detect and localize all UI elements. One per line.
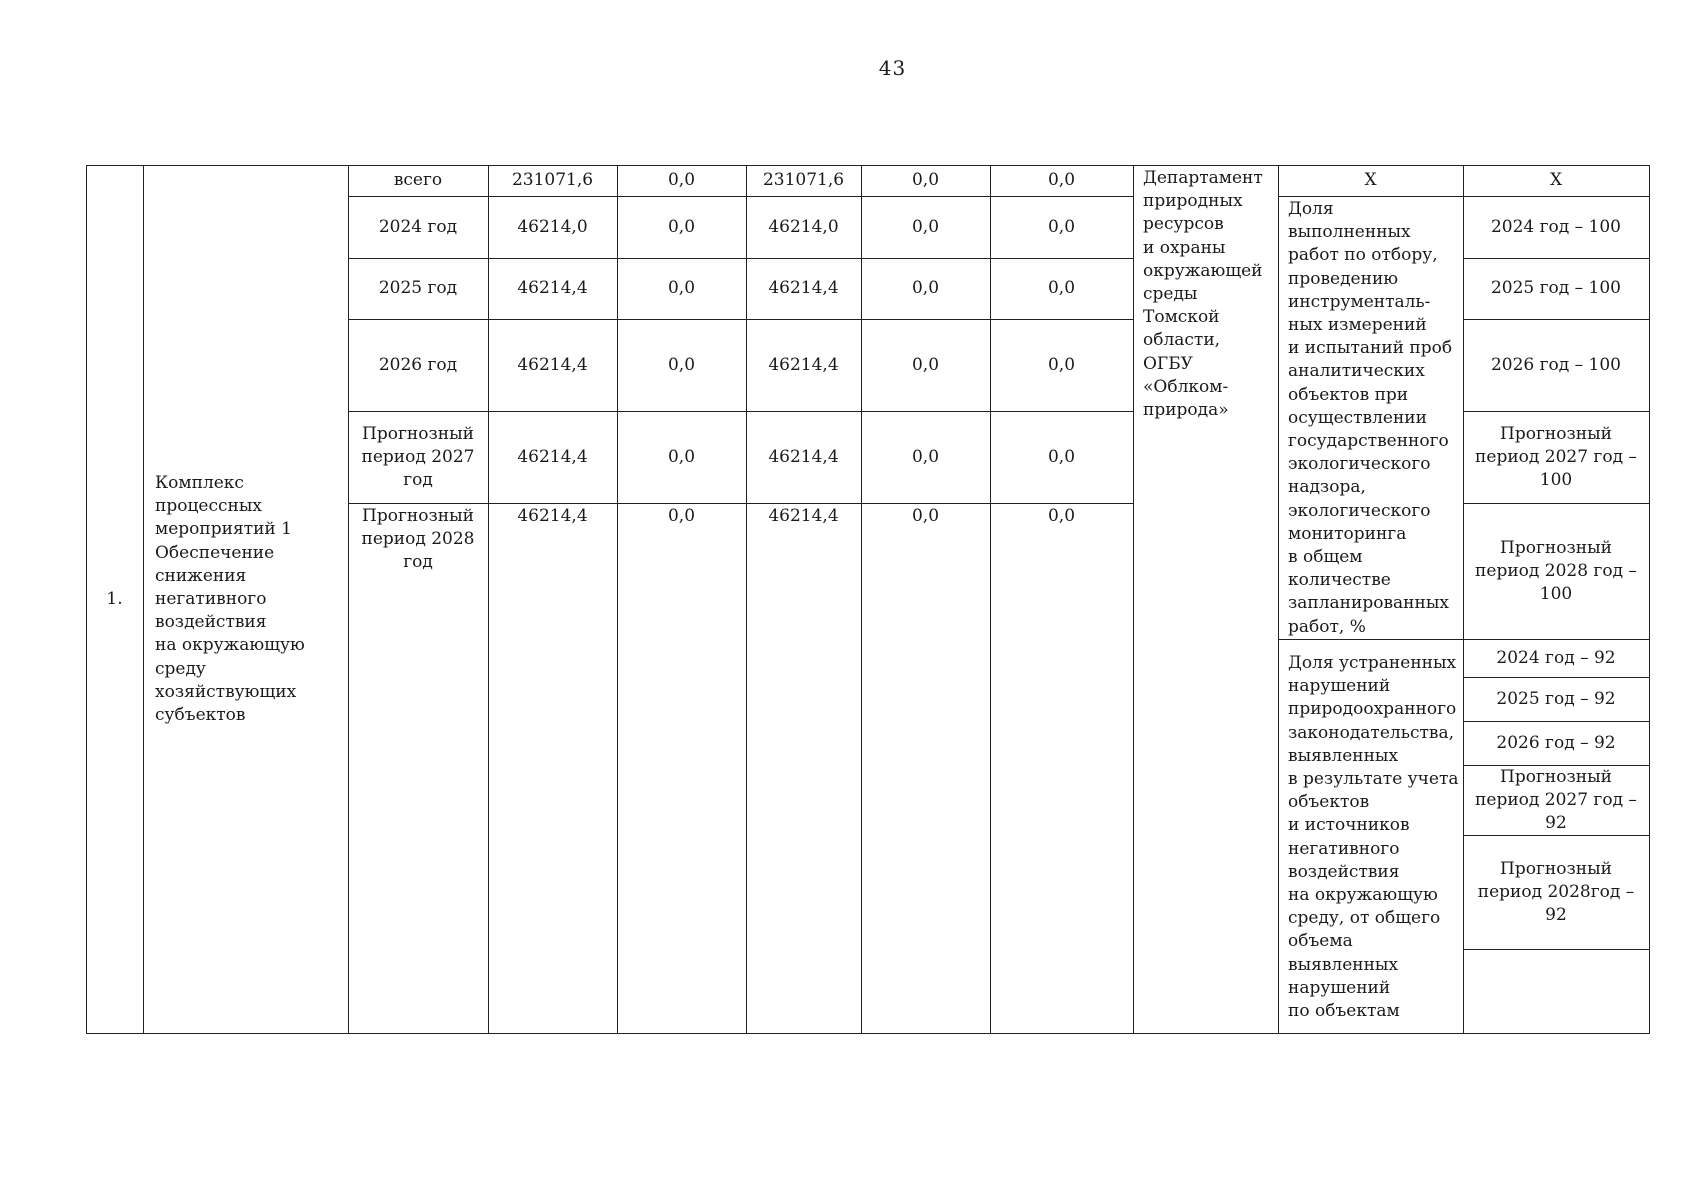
text-line: объема — [1288, 931, 1353, 952]
text-line: мониторинга — [1288, 523, 1407, 544]
amount-regional-cell — [746, 196, 861, 258]
text-line: инструменталь- — [1288, 291, 1431, 312]
amount-federal-cell — [617, 196, 746, 258]
period-cell — [348, 258, 488, 319]
text-line: природных — [1143, 191, 1243, 212]
amount-total-cell — [488, 319, 617, 411]
text-line: мероприятий 1 — [155, 519, 292, 540]
text-line: государственного — [1288, 431, 1449, 452]
cell-text-line: 0,0 — [1047, 278, 1076, 298]
cell-text-line: 0,0 — [667, 278, 696, 298]
period-cell — [348, 319, 488, 411]
target-value-cell — [1463, 835, 1649, 949]
text-line: экологического — [1288, 500, 1431, 521]
text-line: Томской — [1143, 307, 1220, 328]
cell-text-line: 0,0 — [1047, 354, 1076, 375]
cell-text-line: 0,0 — [911, 354, 940, 375]
text-line: Обеспечение — [155, 542, 275, 563]
text-line: ных измерений — [1288, 315, 1427, 336]
target-value-cell — [1463, 677, 1649, 721]
amount-federal-cell — [617, 503, 746, 1035]
table-vline — [143, 165, 144, 1033]
cell-text-line: 100 — [1539, 583, 1573, 604]
cell-text-line: 2025 год — [378, 278, 458, 298]
text-line: законодательства, — [1288, 722, 1454, 743]
cell-text-line: 2024 год – 100 — [1490, 216, 1622, 237]
amount-federal-cell — [617, 258, 746, 319]
text-line: природоохранного — [1288, 699, 1457, 720]
text-line: в общем — [1288, 547, 1363, 568]
complex-name — [155, 472, 305, 727]
period-cell — [348, 503, 488, 1035]
cell-text-line: 0,0 — [911, 216, 940, 237]
text-line: надзора, — [1288, 477, 1366, 498]
cell-text-line: 46214,4 — [768, 506, 839, 526]
target-value-cell — [1463, 503, 1649, 639]
cell-text-line: всего — [393, 170, 443, 190]
text-line: объектов — [1288, 792, 1370, 813]
cell-text-line: 46214,0 — [517, 216, 588, 237]
text-line: ОГБУ — [1143, 353, 1193, 374]
text-line: по объектам — [1288, 1001, 1400, 1022]
target-value-cell — [1463, 258, 1649, 319]
cell-text-line: 46214,4 — [517, 446, 588, 467]
cell-text-line: 0,0 — [1047, 446, 1076, 467]
amount-total-cell — [488, 411, 617, 503]
indicator-2-text — [1288, 652, 1459, 1023]
cell-text-line: 46214,4 — [768, 354, 839, 375]
text-line: воздействия — [1288, 861, 1400, 882]
cell-text-line: 2024 год — [378, 216, 458, 237]
cell-text-line: период 2028 год – — [1475, 560, 1637, 581]
amount-other-cell — [990, 319, 1133, 411]
text-line: природа» — [1143, 400, 1229, 421]
amount-federal-cell — [617, 319, 746, 411]
amount-other-cell — [990, 165, 1133, 196]
cell-text-line: 92 — [1545, 904, 1567, 925]
cell-text-line: период 2028 — [361, 529, 475, 549]
table-vline — [1649, 165, 1650, 1034]
amount-regional-cell — [746, 503, 861, 1035]
amount-regional-cell — [746, 165, 861, 196]
cell-text-line: Прогнозный — [1500, 537, 1612, 558]
target-value-cell — [1463, 639, 1649, 677]
cell-text-line: 100 — [1539, 469, 1573, 490]
text-line: среду — [155, 658, 206, 679]
cell-text-line: 231071,6 — [762, 170, 845, 190]
text-line: Комплекс — [155, 473, 244, 493]
period-cell — [348, 196, 488, 258]
cell-text-line: период 2027 год – — [1475, 789, 1637, 810]
cell-text-line: год — [403, 552, 433, 572]
period-cell — [348, 165, 488, 196]
indicator-1-text — [1288, 198, 1452, 639]
text-line: выполненных — [1288, 222, 1411, 243]
cell-text-line: Х — [1364, 170, 1377, 190]
cell-text-line: 0,0 — [667, 170, 696, 190]
amount-total-cell — [488, 503, 617, 1035]
text-line: и испытаний проб — [1288, 338, 1453, 359]
text-line: среду, от общего — [1288, 908, 1441, 929]
text-line: выявленных — [1288, 954, 1399, 975]
text-line: Департамент — [1143, 168, 1263, 188]
text-line: на окружающую — [155, 635, 305, 656]
cell-text-line: Прогнозный — [1500, 423, 1612, 444]
text-line: осуществлении — [1288, 407, 1427, 428]
cell-text-line: 0,0 — [667, 216, 696, 237]
cell-text-line: 2026 год – 92 — [1496, 732, 1616, 753]
text-line: работ по отбору, — [1288, 245, 1438, 266]
cell-text-line: 0,0 — [1047, 216, 1076, 237]
cell-text-line: 2025 год – 100 — [1490, 278, 1622, 298]
cell-text-line: период 2027 год – — [1475, 446, 1637, 467]
text-line: процессных — [155, 496, 262, 517]
cell-text-line: 0,0 — [911, 278, 940, 298]
cell-text-line: 2025 год – 92 — [1496, 688, 1616, 709]
text-line: нарушений — [1288, 676, 1391, 697]
text-line: и источников — [1288, 815, 1410, 836]
text-line: объектов при — [1288, 384, 1409, 405]
amount-local-cell — [861, 165, 990, 196]
text-line: аналитических — [1288, 361, 1425, 382]
amount-other-cell — [990, 411, 1133, 503]
text-line: субъектов — [155, 705, 246, 726]
cell-text-line: Прогнозный — [1500, 858, 1612, 879]
cell-text-line: 92 — [1545, 812, 1567, 833]
target-x-mark — [1463, 165, 1649, 196]
amount-local-cell — [861, 258, 990, 319]
text-line: Доля — [1288, 199, 1334, 219]
row-number — [86, 165, 143, 1033]
amount-local-cell — [861, 319, 990, 411]
cell-text-line: 0,0 — [667, 354, 696, 375]
cell-text-line: Прогнозный — [1500, 766, 1612, 787]
indicator-x-mark — [1278, 165, 1463, 196]
amount-other-cell — [990, 258, 1133, 319]
cell-text-line: 0,0 — [667, 446, 696, 467]
text-line: «Облком- — [1143, 376, 1229, 397]
text-line: нарушений — [1288, 977, 1391, 998]
cell-text-line: 46214,4 — [768, 278, 839, 298]
cell-text-line: Прогнозный — [362, 423, 474, 444]
text-line: количестве — [1288, 570, 1391, 591]
text-line: негативного — [155, 589, 267, 610]
cell-text-line: Прогнозный — [362, 506, 474, 526]
cell-text-line: 0,0 — [1047, 506, 1076, 526]
cell-text-line: год — [403, 469, 433, 490]
text-line: проведению — [1288, 268, 1399, 289]
amount-other-cell — [990, 196, 1133, 258]
cell-text-line: 1. — [106, 588, 123, 609]
period-cell — [348, 411, 488, 503]
table-hline — [1278, 196, 1463, 197]
cell-text-line: период 2028год – — [1477, 881, 1635, 902]
cell-text-line: 0,0 — [1047, 170, 1076, 190]
text-line: на окружающую — [1288, 885, 1438, 906]
page-number: 43 — [878, 56, 907, 80]
cell-text-line: 2026 год – 100 — [1490, 354, 1622, 375]
text-line: хозяйствующих — [155, 681, 297, 702]
text-line: негативного — [1288, 838, 1400, 859]
amount-local-cell — [861, 503, 990, 1035]
amount-total-cell — [488, 165, 617, 196]
cell-text-line: Х — [1549, 170, 1563, 190]
cell-text-line: 46214,4 — [768, 446, 839, 467]
amount-federal-cell — [617, 411, 746, 503]
text-line: выявленных — [1288, 745, 1399, 766]
text-line: ресурсов — [1143, 214, 1224, 235]
target-value-cell — [1463, 319, 1649, 411]
amount-federal-cell — [617, 165, 746, 196]
cell-text-line: 46214,4 — [517, 354, 588, 375]
cell-text-line: 0,0 — [911, 170, 940, 190]
target-value-cell — [1463, 765, 1649, 835]
text-line: запланированных — [1288, 593, 1449, 614]
table-vline — [1278, 165, 1279, 1033]
target-value-cell — [1463, 196, 1649, 258]
table-hline — [1463, 949, 1649, 950]
cell-text-line: 46214,4 — [517, 278, 588, 298]
amount-total-cell — [488, 258, 617, 319]
text-line: работ, % — [1288, 616, 1366, 637]
text-line: экологического — [1288, 454, 1431, 475]
text-line: и охраны — [1143, 237, 1226, 258]
text-line: в результате учета — [1288, 769, 1459, 790]
cell-text-line: 2024 год – 92 — [1496, 647, 1616, 668]
text-line: области, — [1143, 330, 1221, 351]
table-vline — [1133, 165, 1134, 1033]
text-line: окружающей — [1143, 260, 1263, 281]
amount-regional-cell — [746, 411, 861, 503]
amount-regional-cell — [746, 319, 861, 411]
amount-other-cell — [990, 503, 1133, 1035]
cell-text-line: 46214,4 — [517, 506, 588, 526]
target-value-cell — [1463, 411, 1649, 503]
amount-local-cell — [861, 411, 990, 503]
cell-text-line: период 2027 — [361, 446, 475, 467]
table-hline — [1278, 639, 1463, 640]
text-line: Доля устраненных — [1288, 653, 1457, 673]
text-line: воздействия — [155, 612, 267, 633]
responsible-executor — [1143, 167, 1263, 422]
text-line: среды — [1143, 284, 1198, 305]
cell-text-line: 0,0 — [911, 446, 940, 467]
cell-text-line: 231071,6 — [511, 170, 594, 190]
cell-text-line: 2026 год — [378, 354, 458, 375]
cell-text-line: 0,0 — [667, 506, 696, 526]
target-value-cell — [1463, 721, 1649, 765]
cell-text-line: 46214,0 — [768, 216, 839, 237]
text-line: снижения — [155, 565, 247, 586]
amount-regional-cell — [746, 258, 861, 319]
amount-local-cell — [861, 196, 990, 258]
cell-text-line: 0,0 — [911, 506, 940, 526]
amount-total-cell — [488, 196, 617, 258]
